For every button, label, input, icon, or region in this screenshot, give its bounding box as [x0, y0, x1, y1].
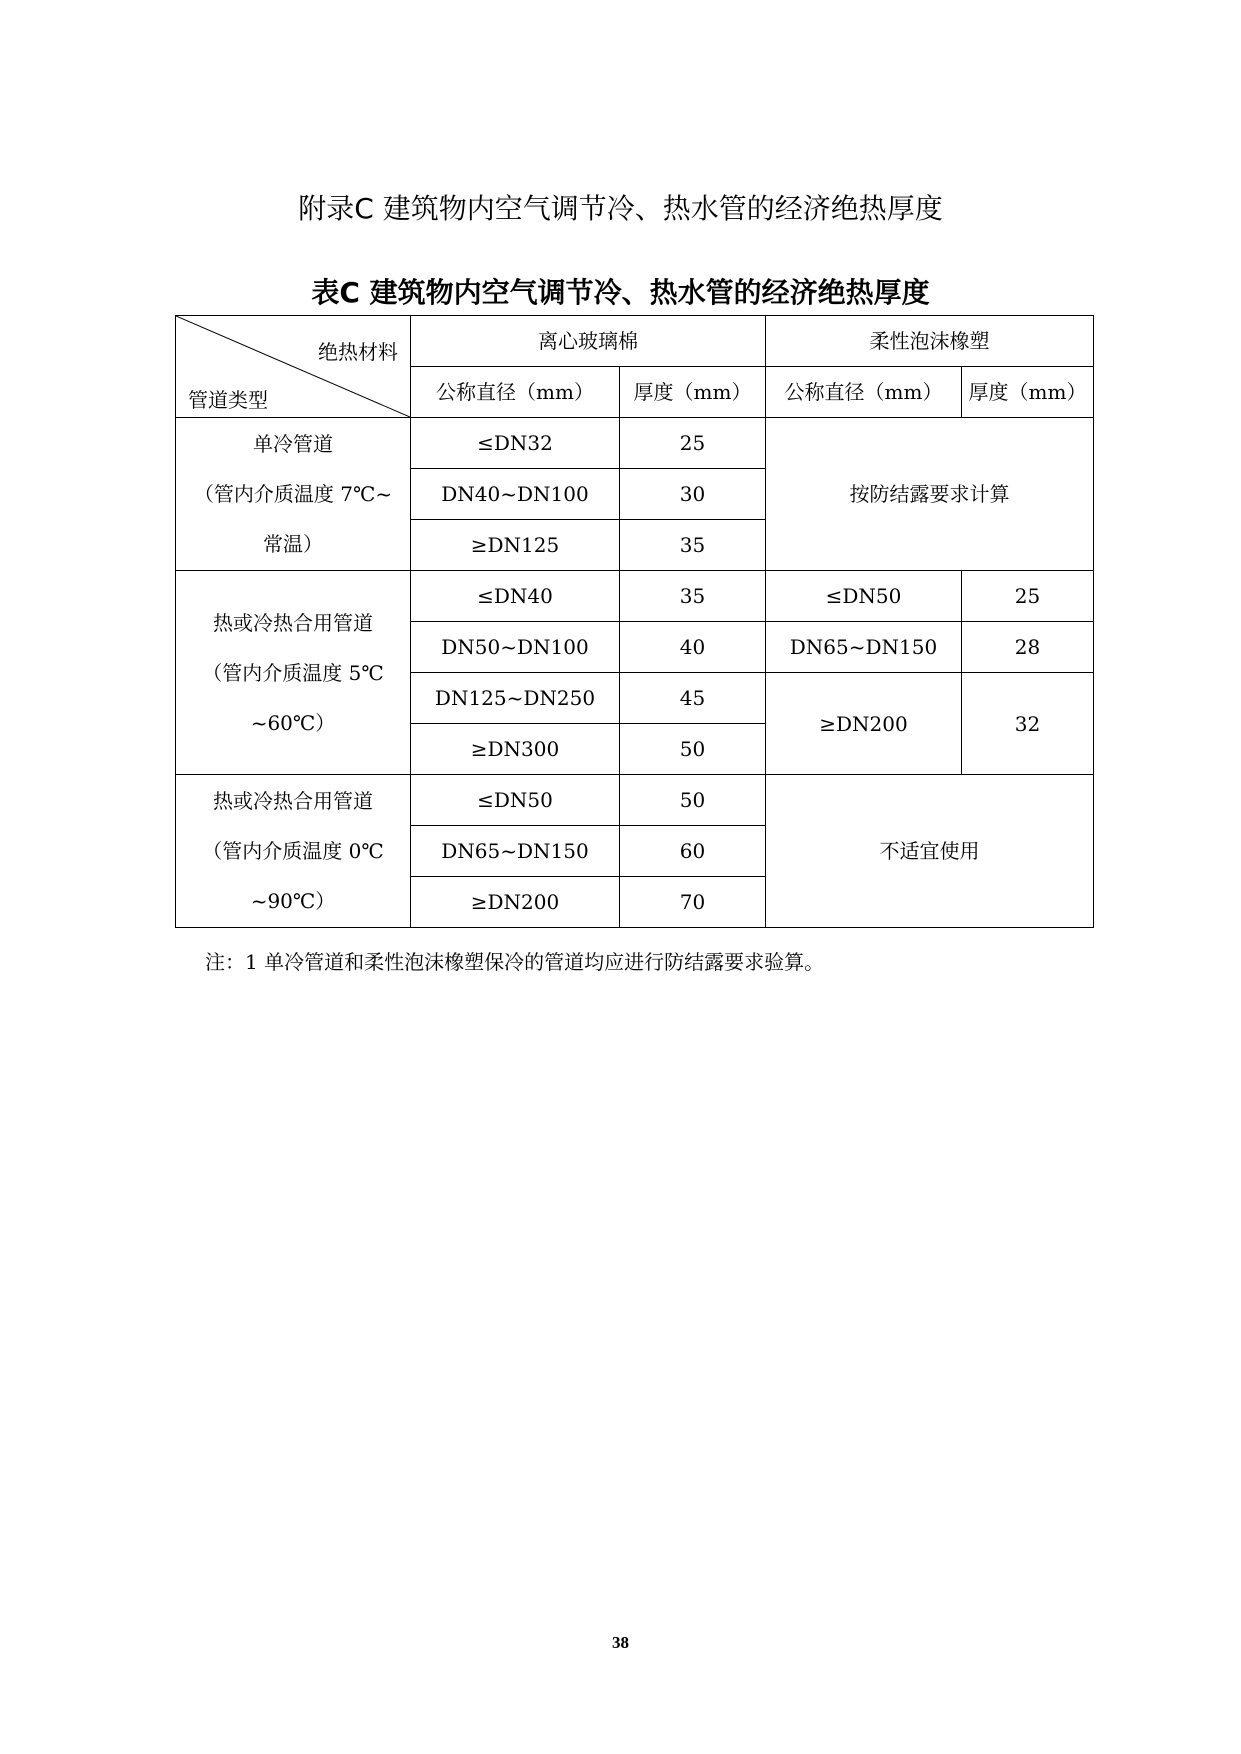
pipe-type-line: 单冷管道 — [253, 432, 333, 456]
pipe-type-line: 热或冷热合用管道 — [213, 789, 373, 813]
insulation-thickness-table — [175, 315, 1094, 928]
pipe-type-line: （管内介质温度 0℃ — [202, 839, 384, 863]
glass-wool-diameter-cell: ≤DN40 — [411, 571, 620, 622]
glass-wool-thickness-cell: 45 — [620, 673, 766, 724]
foam-rubber-merged-cell: 按防结露要求计算 — [766, 418, 1094, 571]
glass-wool-thickness-cell: 60 — [620, 826, 766, 877]
pipe-type-cell-chilled — [176, 418, 411, 571]
pipe-type-line: （管内介质温度 7℃~ — [193, 482, 393, 506]
diagonal-header-box — [176, 316, 410, 417]
glass-wool-diameter-cell: ≥DN200 — [411, 877, 620, 928]
glass-wool-diameter-cell: ≤DN32 — [411, 418, 620, 469]
material-header-foam-rubber: 柔性泡沫橡塑 — [766, 316, 1094, 367]
table-row — [176, 571, 1094, 622]
material-header-glass-wool: 离心玻璃棉 — [411, 316, 766, 367]
subheader-foam-rubber-diameter: 公称直径（mm） — [766, 367, 962, 418]
glass-wool-diameter-cell: ≥DN300 — [411, 724, 620, 775]
foam-rubber-merged-cell: 不适宜使用 — [766, 775, 1094, 928]
pipe-type-axis-label: 管道类型 — [188, 388, 268, 412]
glass-wool-diameter-cell: DN125~DN250 — [411, 673, 620, 724]
foam-rubber-thickness-cell: 28 — [962, 622, 1094, 673]
glass-wool-diameter-cell: DN65~DN150 — [411, 826, 620, 877]
glass-wool-thickness-cell: 35 — [620, 520, 766, 571]
subheader-glass-wool-thickness: 厚度（mm） — [620, 367, 766, 418]
table-header-row — [176, 316, 1094, 367]
diagonal-header-cell — [176, 316, 411, 418]
foam-rubber-diameter-cell: ≥DN200 — [766, 673, 962, 775]
pipe-type-line: （管内介质温度 5℃ — [202, 660, 384, 685]
glass-wool-thickness-cell: 70 — [620, 877, 766, 928]
pipe-type-line: 常温） — [263, 532, 323, 556]
page-number: 38 — [612, 1633, 629, 1652]
material-axis-label: 绝热材料 — [318, 340, 398, 364]
glass-wool-diameter-cell: DN50~DN100 — [411, 622, 620, 673]
table-note: 注：1 单冷管道和柔性泡沫橡塑保冷的管道均应进行防结露要求验算。 — [205, 950, 825, 974]
foam-rubber-thickness-cell: 25 — [962, 571, 1094, 622]
subheader-foam-rubber-thickness: 厚度（mm） — [962, 367, 1094, 418]
appendix-title: 附录C 建筑物内空气调节冷、热水管的经济绝热厚度 — [298, 192, 943, 225]
pipe-type-line: ~60℃） — [250, 710, 336, 735]
table-row — [176, 418, 1094, 469]
pipe-type-line: 热或冷热合用管道 — [213, 610, 373, 635]
glass-wool-thickness-cell: 35 — [620, 571, 766, 622]
pipe-type-cell-hot-0-90 — [176, 775, 411, 928]
pipe-type-cell-hot-5-60 — [176, 571, 411, 775]
glass-wool-thickness-cell: 40 — [620, 622, 766, 673]
glass-wool-thickness-cell: 50 — [620, 775, 766, 826]
foam-rubber-diameter-cell: ≤DN50 — [766, 571, 962, 622]
table-caption: 表C 建筑物内空气调节冷、热水管的经济绝热厚度 — [311, 276, 930, 309]
foam-rubber-diameter-cell: DN65~DN150 — [766, 622, 962, 673]
glass-wool-diameter-cell: ≥DN125 — [411, 520, 620, 571]
subheader-glass-wool-diameter: 公称直径（mm） — [411, 367, 620, 418]
table-row — [176, 775, 1094, 826]
glass-wool-thickness-cell: 30 — [620, 469, 766, 520]
glass-wool-diameter-cell: ≤DN50 — [411, 775, 620, 826]
foam-rubber-thickness-cell: 32 — [962, 673, 1094, 775]
glass-wool-thickness-cell: 25 — [620, 418, 766, 469]
glass-wool-thickness-cell: 50 — [620, 724, 766, 775]
pipe-type-line: ~90℃） — [250, 889, 336, 913]
glass-wool-diameter-cell: DN40~DN100 — [411, 469, 620, 520]
